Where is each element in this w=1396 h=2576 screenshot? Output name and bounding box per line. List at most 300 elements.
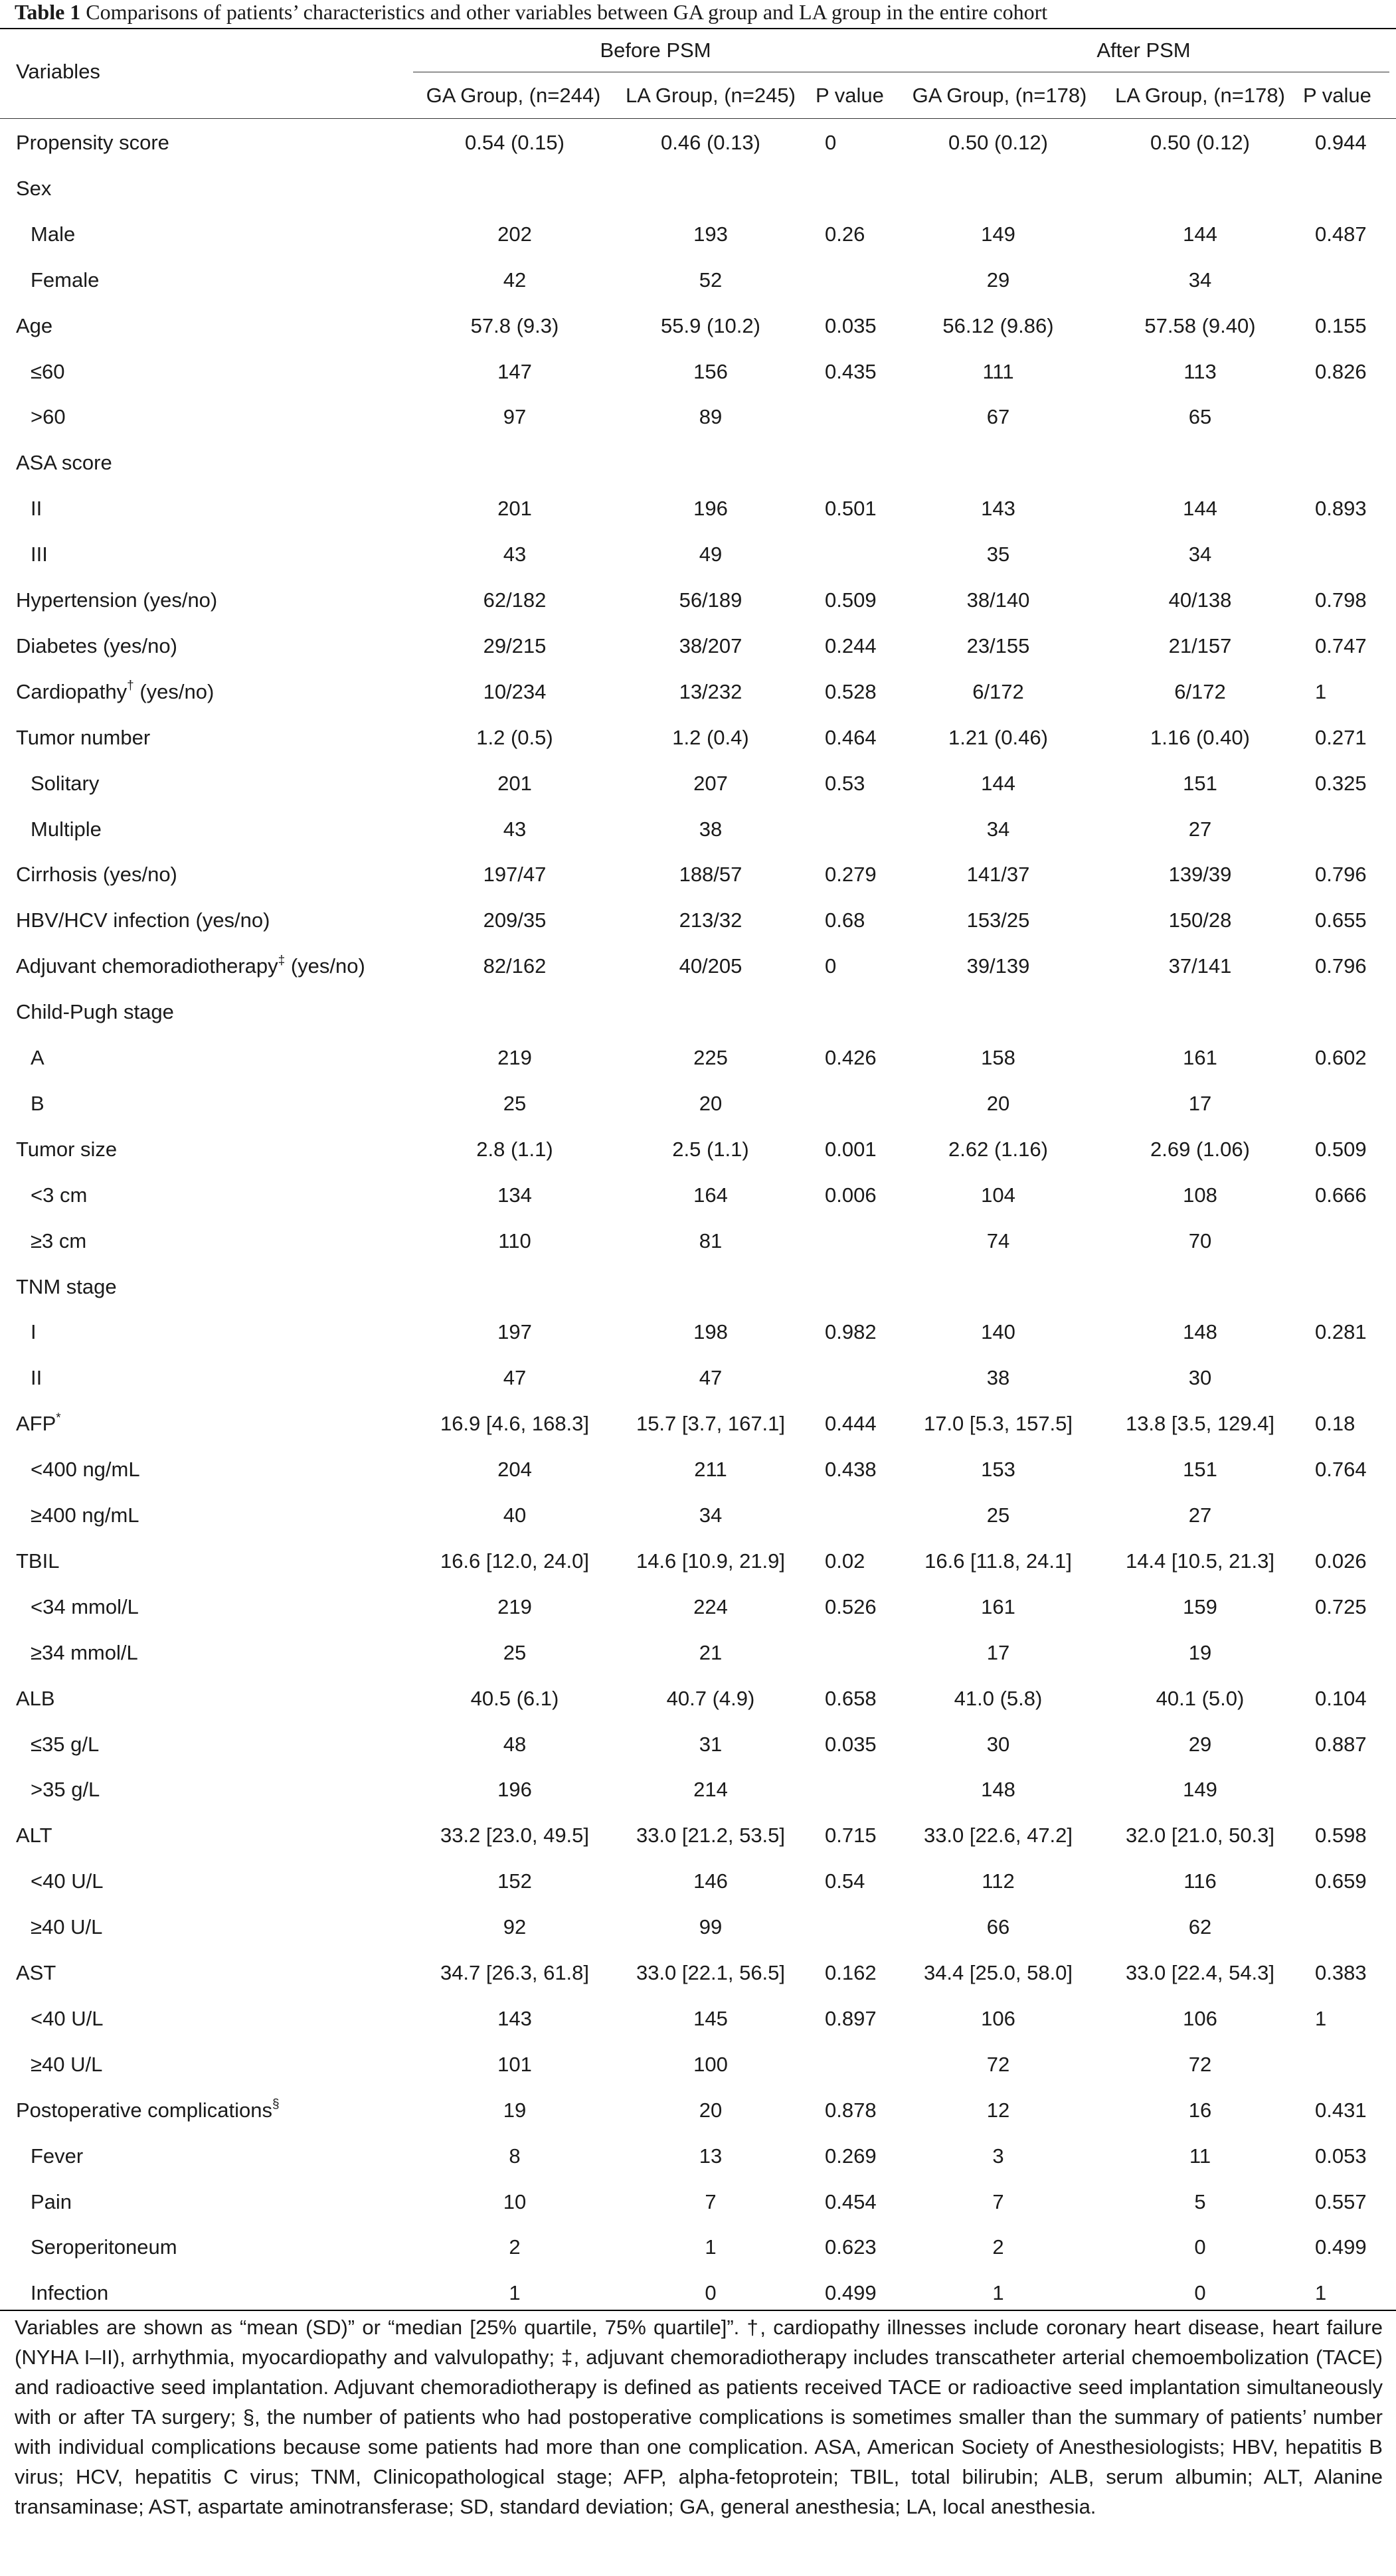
- cell-la-before: 193: [693, 222, 728, 246]
- cell-la-after: 13.8 [3.5, 129.4]: [1125, 1412, 1275, 1436]
- cell-la-after: 37/141: [1168, 954, 1232, 978]
- cell-la-before: 49: [699, 543, 723, 566]
- cell-ga-before: 197/47: [483, 863, 547, 887]
- table-row: [0, 2179, 1396, 2225]
- cell-ga-after: 74: [986, 1229, 1010, 1252]
- cell-p-after: 1: [1315, 2281, 1327, 2305]
- cell-ga-after: 38: [986, 1366, 1010, 1390]
- cell-p-before: 0.658: [825, 1686, 877, 1710]
- row-variable-label: Tumor number: [16, 725, 151, 749]
- table-row: [0, 211, 1396, 257]
- table-row: [0, 1858, 1396, 1904]
- cell-p-after: 0.281: [1315, 1320, 1367, 1344]
- cell-la-after: 108: [1183, 1183, 1217, 1207]
- cell-ga-before: 147: [497, 359, 532, 383]
- cell-la-after: 40/138: [1168, 588, 1232, 612]
- cell-la-after: 150/28: [1168, 908, 1232, 932]
- table-row: [0, 2087, 1396, 2133]
- row-variable-label: Seroperitoneum: [31, 2235, 177, 2259]
- table-row: [0, 1950, 1396, 1996]
- cell-p-before: 0.499: [825, 2281, 877, 2305]
- row-variable-label: B: [31, 1091, 44, 1115]
- header-before-psm: Before PSM: [600, 39, 711, 62]
- cell-ga-after: 33.0 [22.6, 47.2]: [923, 1824, 1073, 1847]
- cell-ga-after: [909, 165, 1088, 211]
- cell-ga-after: 143: [981, 497, 1015, 521]
- cell-p-after: 0.725: [1315, 1594, 1367, 1618]
- cell-p-before: 0.162: [825, 1961, 877, 1984]
- cell-la-before: 188/57: [679, 863, 742, 887]
- row-variable-label: I: [31, 1320, 37, 1344]
- cell-ga-before: 16.9 [4.6, 168.3]: [440, 1412, 590, 1436]
- footnote-marker: †: [127, 679, 134, 693]
- row-variable-label: AFP*: [16, 1411, 61, 1436]
- table-row: [0, 1538, 1396, 1584]
- table-row: [0, 1264, 1396, 1310]
- cell-p-after: 0.747: [1315, 634, 1367, 657]
- cell-ga-after: 29: [986, 268, 1010, 292]
- cell-la-after: 32.0 [21.0, 50.3]: [1125, 1824, 1275, 1847]
- cell-p-after: 0.104: [1315, 1686, 1367, 1710]
- cell-ga-before: 197: [497, 1320, 532, 1344]
- cell-p-before: 0.897: [825, 2006, 877, 2030]
- cell-la-before: 7: [705, 2190, 717, 2213]
- cell-ga-after: 106: [981, 2006, 1015, 2030]
- table-row: [0, 1904, 1396, 1950]
- table-row: [0, 1401, 1396, 1446]
- table-row: [0, 1630, 1396, 1675]
- row-variable-label: Tumor size: [16, 1137, 118, 1161]
- cell-p-after: 0.796: [1315, 954, 1367, 978]
- row-variable-label: Infection: [31, 2281, 109, 2305]
- cell-la-after: 30: [1188, 1366, 1212, 1390]
- cell-ga-before: [425, 440, 604, 485]
- cell-ga-before: 43: [503, 817, 527, 841]
- cell-p-before: 0.438: [825, 1458, 877, 1482]
- cell-ga-before: [425, 165, 604, 211]
- cell-la-after: 2.69 (1.06): [1150, 1137, 1250, 1161]
- cell-la-after: 34: [1188, 268, 1212, 292]
- cell-ga-after: 17.0 [5.3, 157.5]: [923, 1412, 1073, 1436]
- cell-p-after: 1: [1315, 679, 1327, 703]
- cell-la-before: 38/207: [679, 634, 742, 657]
- cell-la-before: 2.5 (1.1): [672, 1137, 749, 1161]
- footnote-marker: *: [56, 1411, 61, 1425]
- cell-p-after: 0.499: [1315, 2235, 1367, 2259]
- cell-la-before: 40/205: [679, 954, 742, 978]
- row-variable-label: Postoperative complications§: [16, 2097, 280, 2122]
- row-variable-label: ≥34 mmol/L: [31, 1640, 138, 1664]
- cell-p-after: 0.487: [1315, 222, 1367, 246]
- cell-la-before: 214: [693, 1778, 728, 1802]
- table-row: [0, 2041, 1396, 2087]
- table-row: [0, 531, 1396, 577]
- cell-la-after: 0: [1194, 2281, 1206, 2305]
- cell-la-before: 225: [693, 1046, 728, 1069]
- row-variable-label: TNM stage: [16, 1274, 117, 1298]
- table-row: [0, 1766, 1396, 1812]
- cell-p-before: 0.526: [825, 1594, 877, 1618]
- cell-la-after: 62: [1188, 1915, 1212, 1939]
- table-row: [0, 257, 1396, 303]
- row-variable-label: <400 ng/mL: [31, 1458, 140, 1482]
- cell-la-before: 207: [693, 771, 728, 795]
- cell-la-before: 196: [693, 497, 728, 521]
- table-row: [0, 1721, 1396, 1767]
- cell-la-before: 55.9 (10.2): [661, 313, 760, 337]
- row-variable-label: ASA score: [16, 451, 112, 475]
- cell-p-before: 0.54: [825, 1869, 865, 1893]
- cell-p-before: 0.26: [825, 222, 865, 246]
- cell-ga-after: 2.62 (1.16): [948, 1137, 1048, 1161]
- cell-ga-after: 35: [986, 543, 1010, 566]
- cell-ga-before: 82/162: [483, 954, 547, 978]
- cell-la-before: [621, 1264, 800, 1310]
- cell-ga-after: 30: [986, 1732, 1010, 1756]
- table-row: [0, 440, 1396, 485]
- cell-p-before: 0.279: [825, 863, 877, 887]
- table-footnote: Variables are shown as “mean (SD)” or “median [25% quartile, 75% quartile]”. †, cardiopathy illnesses include coronary heart disease, heart failure (NYHA I–II), arrhythmia, myocardiopathy and valvulopathy; ‡, adjuvant chemoradiotherapy includes transcatheter arterial chemoembolization (TACE) and radioactive seed implantation. Adjuvant chemoradiotherapy is defined as patients received TACE or radioactive seed implantation simultaneously with or after TA surgery; §, the number of patients who had postoperative complications is sometimes smaller than the summary of patients’ number with individual complications because some patients had more than one complication. ASA, American Society of Anesthesiologists; HBV, hepatitis B virus; HCV, hepatitis C virus; TNM, Clinicopathological stage; AFP, alpha-fetoprotein; TBIL, total bilirubin; ALB, serum albumin; ALT, Alanine transaminase; AST, aspartate aminotransferase; SD, standard deviation; GA, general anesthesia; LA, local anesthesia.: [15, 2316, 1383, 2518]
- cell-la-after: [1110, 165, 1290, 211]
- cell-la-after: 6/172: [1174, 679, 1226, 703]
- cell-ga-after: 153/25: [966, 908, 1030, 932]
- cell-p-after: 0.598: [1315, 1824, 1367, 1847]
- cell-ga-before: 196: [497, 1778, 532, 1802]
- header-after-psm: After PSM: [1096, 39, 1191, 62]
- row-variable-label: ALT: [16, 1824, 52, 1847]
- row-variable-label: ≥3 cm: [31, 1229, 87, 1252]
- cell-la-after: 139/39: [1168, 863, 1232, 887]
- table-row: [0, 485, 1396, 531]
- row-variable-label: ALB: [16, 1686, 55, 1710]
- cell-ga-before: 219: [497, 1594, 532, 1618]
- footnote-marker: §: [272, 2097, 280, 2112]
- cell-p-before: 0.426: [825, 1046, 877, 1069]
- cell-ga-after: 16.6 [11.8, 24.1]: [924, 1549, 1072, 1573]
- cell-ga-before: 48: [503, 1732, 527, 1756]
- cell-la-after: 19: [1188, 1640, 1212, 1664]
- cell-ga-after: 161: [981, 1594, 1015, 1618]
- row-variable-label: Fever: [31, 2144, 84, 2168]
- cell-ga-before: 25: [503, 1640, 527, 1664]
- cell-la-before: 224: [693, 1594, 728, 1618]
- cell-ga-after: 7: [992, 2190, 1004, 2213]
- cell-p-after: 0.944: [1315, 131, 1367, 154]
- cell-la-after: 65: [1188, 405, 1212, 429]
- cell-ga-before: 33.2 [23.0, 49.5]: [440, 1824, 590, 1847]
- cell-p-after: 0.431: [1315, 2098, 1367, 2122]
- cell-la-before: [621, 440, 800, 485]
- cell-la-before: 164: [693, 1183, 728, 1207]
- table-row: [0, 1309, 1396, 1355]
- cell-ga-before: 40.5 (6.1): [470, 1686, 559, 1710]
- cell-la-after: 106: [1183, 2006, 1217, 2030]
- row-variable-label: Propensity score: [16, 131, 169, 154]
- cell-p-before: 0.715: [825, 1824, 877, 1847]
- cell-ga-after: 56.12 (9.86): [942, 313, 1054, 337]
- row-variable-label: Multiple: [31, 817, 102, 841]
- row-variable-label: Diabetes (yes/no): [16, 634, 177, 657]
- cell-ga-before: 110: [498, 1229, 531, 1252]
- cell-la-before: 20: [699, 1091, 723, 1115]
- cell-ga-before: 2.8 (1.1): [476, 1137, 553, 1161]
- row-variable-label: Adjuvant chemoradiotherapy‡ (yes/no): [16, 953, 365, 978]
- cell-ga-after: 112: [982, 1869, 1015, 1893]
- table-row: [0, 1172, 1396, 1218]
- table-bottom-rule: [0, 2310, 1396, 2311]
- row-variable-label: ≥400 ng/mL: [31, 1503, 139, 1527]
- table-row: [0, 989, 1396, 1035]
- cell-p-before: 0.464: [825, 725, 877, 749]
- cell-ga-after: 34: [986, 817, 1010, 841]
- table-caption: [15, 0, 1383, 24]
- cell-p-after: 0.271: [1315, 725, 1367, 749]
- header-p-after: P value: [1303, 84, 1371, 107]
- row-variable-label: >35 g/L: [31, 1778, 100, 1802]
- cell-ga-after: 104: [981, 1183, 1015, 1207]
- cell-p-before: 0.454: [825, 2190, 877, 2213]
- cell-la-after: 151: [1183, 771, 1217, 795]
- row-variable-label: Male: [31, 222, 76, 246]
- cell-p-before: 0.53: [825, 771, 865, 795]
- cell-ga-before: 42: [503, 268, 527, 292]
- table-row: [0, 897, 1396, 943]
- row-variable-label: A: [31, 1046, 44, 1069]
- row-variable-label: <40 U/L: [31, 2006, 104, 2030]
- cell-p-before: 0: [825, 954, 837, 978]
- cell-p-before: 0.244: [825, 634, 877, 657]
- cell-p-before: 0.878: [825, 2098, 877, 2122]
- cell-p-before: 0.001: [825, 1137, 877, 1161]
- row-variable-label: HBV/HCV infection (yes/no): [16, 908, 270, 932]
- cell-la-after: [1110, 440, 1290, 485]
- cell-la-after: 11: [1189, 2144, 1211, 2168]
- cell-ga-after: 153: [981, 1458, 1015, 1482]
- footnote-marker: ‡: [278, 953, 286, 968]
- cell-ga-before: 101: [497, 2052, 532, 2076]
- cell-p-after: 0.655: [1315, 908, 1367, 932]
- cell-ga-after: 17: [986, 1640, 1010, 1664]
- cell-la-before: 13/232: [679, 679, 742, 703]
- row-variable-label: Solitary: [31, 771, 100, 795]
- cell-la-before: 146: [693, 1869, 728, 1893]
- cell-la-after: 0: [1194, 2235, 1206, 2259]
- cell-p-before: 0.02: [825, 1549, 865, 1573]
- cell-la-before: 89: [699, 405, 723, 429]
- cell-ga-before: [425, 989, 604, 1035]
- table-row: [0, 1080, 1396, 1126]
- cell-la-before: 0: [705, 2281, 717, 2305]
- row-variable-label: >60: [31, 405, 66, 429]
- table-row: [0, 851, 1396, 897]
- row-variable-label: III: [31, 543, 48, 566]
- cell-ga-after: 2: [992, 2235, 1004, 2259]
- cell-ga-after: 38/140: [966, 588, 1030, 612]
- cell-ga-before: 62/182: [483, 588, 547, 612]
- cell-la-after: 21/157: [1168, 634, 1232, 657]
- cell-la-before: 31: [699, 1732, 723, 1756]
- cell-la-before: 145: [693, 2006, 728, 2030]
- table-row: [0, 1446, 1396, 1492]
- cell-ga-after: 6/172: [972, 679, 1024, 703]
- cell-p-after: 0.053: [1315, 2144, 1367, 2168]
- cell-la-after: 40.1 (5.0): [1156, 1686, 1245, 1710]
- cell-la-before: 15.7 [3.7, 167.1]: [636, 1412, 786, 1436]
- cell-la-before: 56/189: [679, 588, 742, 612]
- cell-la-after: 148: [1183, 1320, 1217, 1344]
- cell-ga-after: 23/155: [966, 634, 1030, 657]
- cell-la-before: 0.46 (0.13): [661, 131, 760, 154]
- cell-p-after: 0.666: [1315, 1183, 1367, 1207]
- cell-la-after: 161: [1183, 1046, 1217, 1069]
- cell-la-before: [621, 989, 800, 1035]
- table-row: [0, 394, 1396, 440]
- cell-p-before: 0: [825, 131, 837, 154]
- table-row: [0, 2224, 1396, 2270]
- table-row: [0, 303, 1396, 349]
- row-variable-label: ≤35 g/L: [31, 1732, 100, 1756]
- table-row: [0, 1812, 1396, 1858]
- table-row: [0, 943, 1396, 989]
- cell-la-before: 21: [699, 1640, 723, 1664]
- cell-la-before: 40.7 (4.9): [666, 1686, 755, 1710]
- cell-la-before: 99: [699, 1915, 723, 1939]
- table-top-rule: [0, 28, 1396, 29]
- cell-la-after: 144: [1183, 497, 1217, 521]
- cell-la-after: 159: [1183, 1594, 1217, 1618]
- cell-la-after: 34: [1188, 543, 1212, 566]
- cell-p-before: 0.501: [825, 497, 877, 521]
- cell-p-before: 0.528: [825, 679, 877, 703]
- cell-p-after: 0.509: [1315, 1137, 1367, 1161]
- cell-la-after: 16: [1188, 2098, 1212, 2122]
- cell-ga-before: 134: [497, 1183, 532, 1207]
- cell-ga-after: 158: [981, 1046, 1015, 1069]
- cell-p-after: 0.155: [1315, 313, 1367, 337]
- cell-ga-before: 10: [503, 2190, 527, 2213]
- cell-p-before: 0.269: [825, 2144, 877, 2168]
- cell-la-after: 27: [1188, 817, 1212, 841]
- cell-p-after: 0.18: [1315, 1412, 1355, 1436]
- row-variable-label: II: [31, 1366, 43, 1390]
- header-la-after: LA Group, (n=178): [1115, 84, 1285, 107]
- cell-la-after: 17: [1188, 1091, 1212, 1115]
- cell-p-before: 0.444: [825, 1412, 877, 1436]
- cell-ga-before: 47: [503, 1366, 527, 1390]
- cell-p-after: 0.383: [1315, 1961, 1367, 1984]
- row-variable-label: ≥40 U/L: [31, 1915, 103, 1939]
- table-row: [0, 1218, 1396, 1264]
- cell-la-after: [1110, 989, 1290, 1035]
- cell-la-before: 211: [694, 1458, 727, 1482]
- cell-ga-before: 152: [497, 1869, 532, 1893]
- cell-ga-after: 12: [986, 2098, 1010, 2122]
- cell-ga-after: 140: [981, 1320, 1015, 1344]
- cell-ga-before: [425, 1264, 604, 1310]
- cell-la-before: 100: [693, 2052, 728, 2076]
- cell-la-before: 1.2 (0.4): [672, 725, 749, 749]
- cell-p-after: 0.798: [1315, 588, 1367, 612]
- cell-ga-before: 92: [503, 1915, 527, 1939]
- cell-p-after: 0.796: [1315, 863, 1367, 887]
- row-variable-label: II: [31, 497, 43, 521]
- cell-ga-after: 25: [986, 1503, 1010, 1527]
- cell-ga-before: 201: [497, 771, 532, 795]
- row-variable-label: Pain: [31, 2190, 72, 2213]
- cell-p-before: 0.035: [825, 313, 877, 337]
- row-variable-label: Age: [16, 313, 53, 337]
- cell-la-after: 113: [1183, 359, 1217, 383]
- cell-p-before: 0.982: [825, 1320, 877, 1344]
- cell-ga-after: 39/139: [966, 954, 1030, 978]
- cell-p-before: 0.623: [825, 2235, 877, 2259]
- cell-p-after: 0.602: [1315, 1046, 1367, 1069]
- row-variable-label: <34 mmol/L: [31, 1594, 139, 1618]
- cell-la-before: 198: [693, 1320, 728, 1344]
- cell-ga-after: 67: [986, 405, 1010, 429]
- table-row: [0, 577, 1396, 623]
- cell-la-after: 1.16 (0.40): [1150, 725, 1250, 749]
- cell-p-after: 0.764: [1315, 1458, 1367, 1482]
- cell-ga-after: 1: [992, 2281, 1004, 2305]
- row-variable-label: TBIL: [16, 1549, 60, 1573]
- cell-p-after: 0.887: [1315, 1732, 1367, 1756]
- cell-la-after: 33.0 [22.4, 54.3]: [1125, 1961, 1275, 1984]
- table-row: [0, 1584, 1396, 1630]
- cell-la-after: 29: [1188, 1732, 1212, 1756]
- cell-p-after: 0.659: [1315, 1869, 1367, 1893]
- cell-ga-before: 43: [503, 543, 527, 566]
- cell-la-before: 81: [699, 1229, 723, 1252]
- table-row: [0, 715, 1396, 760]
- cell-ga-after: [909, 440, 1088, 485]
- cell-ga-before: 209/35: [483, 908, 547, 932]
- cell-ga-before: 19: [503, 2098, 527, 2122]
- row-variable-label: ≤60: [31, 359, 65, 383]
- cell-ga-after: 3: [992, 2144, 1004, 2168]
- cell-la-after: 72: [1188, 2052, 1212, 2076]
- cell-la-before: 213/32: [679, 908, 742, 932]
- cell-ga-after: [909, 989, 1088, 1035]
- cell-p-before: 0.035: [825, 1732, 877, 1756]
- table-row: [0, 349, 1396, 394]
- table-caption-text: Comparisons of patients’ characteristics and other variables between GA group and LA group in the entire cohort: [86, 0, 1048, 24]
- cell-la-before: 156: [693, 359, 728, 383]
- cell-ga-before: 97: [503, 405, 527, 429]
- cell-ga-after: 1.21 (0.46): [948, 725, 1048, 749]
- cell-ga-before: 1.2 (0.5): [476, 725, 553, 749]
- row-variable-label: Child-Pugh stage: [16, 1000, 174, 1024]
- row-variable-label: Female: [31, 268, 100, 292]
- cell-p-after: 0.325: [1315, 771, 1367, 795]
- cell-ga-before: 34.7 [26.3, 61.8]: [440, 1961, 590, 1984]
- header-ga-after: GA Group, (n=178): [912, 84, 1087, 107]
- cell-ga-after: 34.4 [25.0, 58.0]: [923, 1961, 1073, 1984]
- table-row: [0, 120, 1396, 165]
- header-p-before: P value: [816, 84, 884, 107]
- cell-ga-before: 57.8 (9.3): [470, 313, 559, 337]
- cell-la-after: 14.4 [10.5, 21.3]: [1125, 1549, 1275, 1573]
- table-row: [0, 806, 1396, 852]
- table-row: [0, 2270, 1396, 2316]
- row-variable-label: <40 U/L: [31, 1869, 104, 1893]
- cell-la-after: 5: [1194, 2190, 1206, 2213]
- cell-ga-before: 16.6 [12.0, 24.0]: [440, 1549, 590, 1573]
- cell-ga-after: 72: [986, 2052, 1010, 2076]
- cell-ga-before: 25: [503, 1091, 527, 1115]
- cell-ga-after: 20: [986, 1091, 1010, 1115]
- cell-la-before: [621, 165, 800, 211]
